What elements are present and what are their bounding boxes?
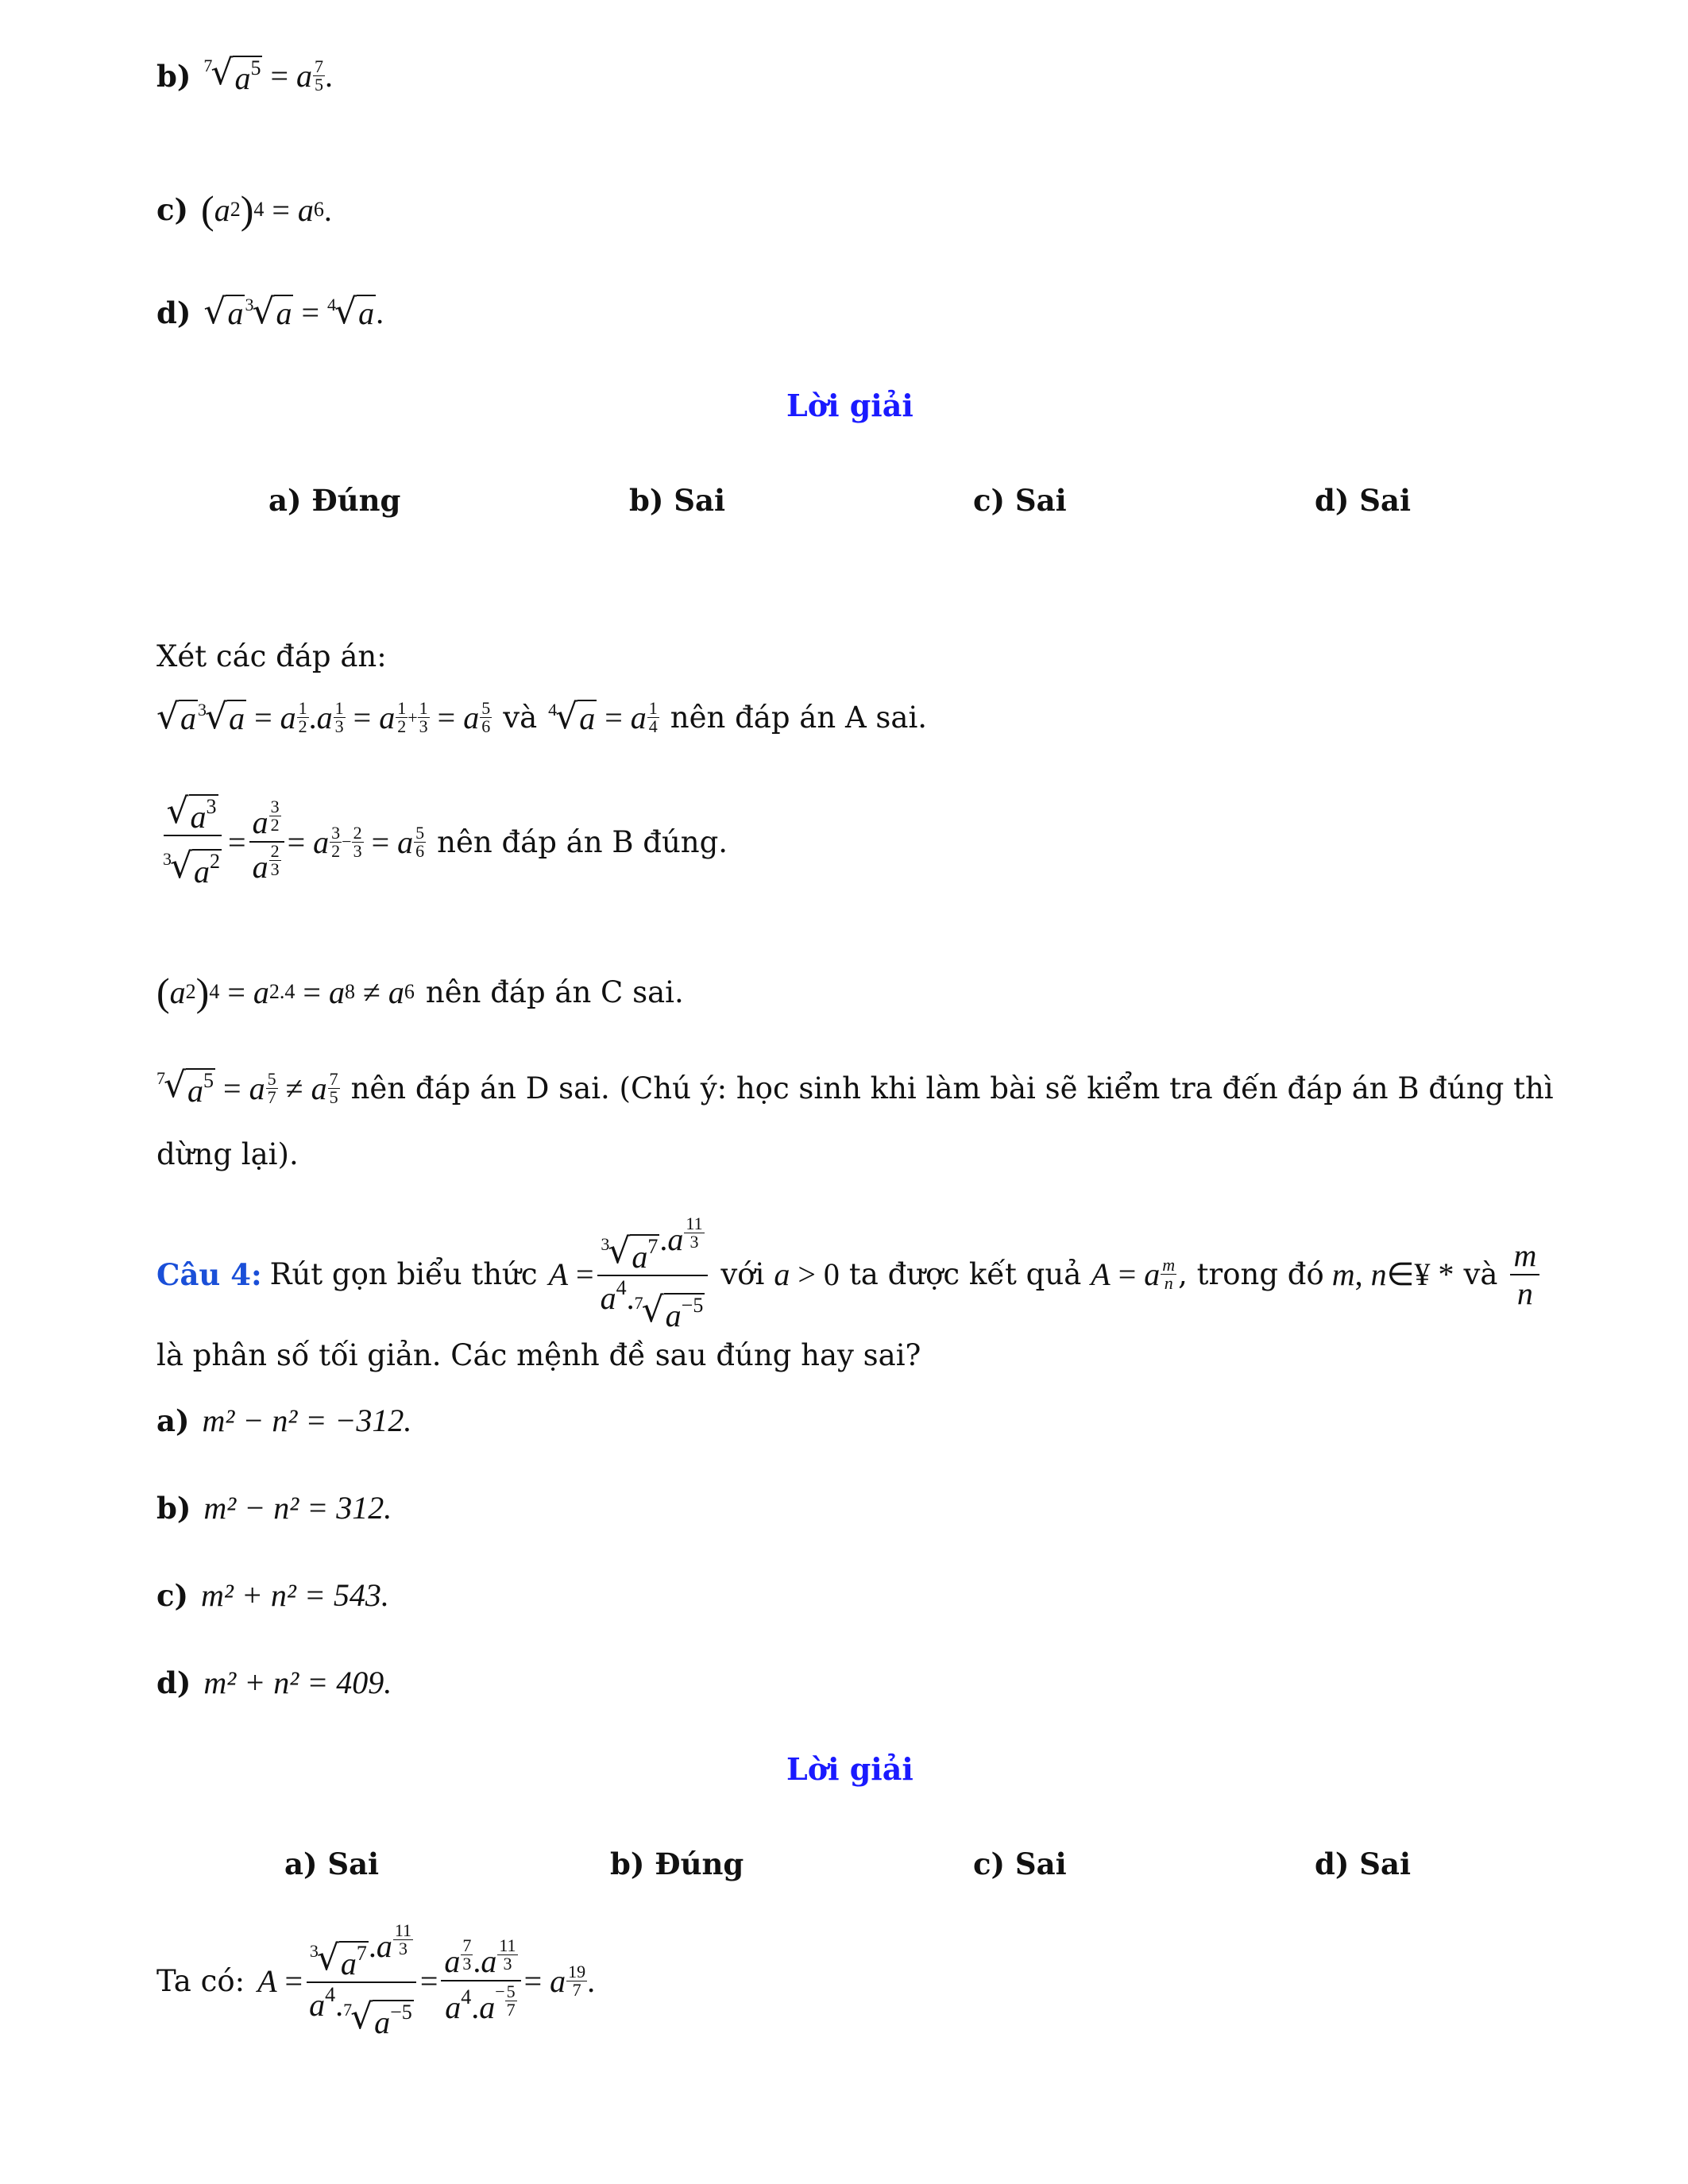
answer-c: c) Sai <box>973 1846 1067 1881</box>
option-label: b) <box>156 1490 191 1526</box>
question-4 <box>156 1215 1543 1333</box>
solution-text-cont: dừng lại). <box>156 1137 299 1171</box>
question-text: và <box>1463 1257 1498 1291</box>
math-expression: √ $a^3$ 3 √ $a^2$ = a $\frac{3}{2}$ a $\frac{2}{3}$ = a $\frac{3}{2}$ − $\frac{2}{3}$ = a $\frac{5}{6}$ <box>163 791 425 889</box>
math-expression: 7 √ $a^5$ = a $\frac{5}{7}$ ≠ a 7 5 <box>156 1065 338 1109</box>
math-expression: m , n ∈¥ * <box>1331 1256 1454 1292</box>
math-expression: a > 0 <box>774 1256 840 1292</box>
math-expression: ( a 2 ) 4 = a 6 . <box>201 187 332 232</box>
question-text: ta được kết quả <box>848 1257 1082 1291</box>
solution-line-a <box>156 696 928 737</box>
option-expression: m² + n² = 543. <box>201 1577 389 1613</box>
math-expression: A = a $\frac{m}{n}$ <box>1091 1255 1176 1293</box>
answer-d: d) Sai <box>1315 1846 1412 1881</box>
answer-b: b) Đúng <box>610 1846 744 1881</box>
question-text: Rút gọn biểu thức <box>269 1257 538 1291</box>
solution-line-b <box>156 791 728 889</box>
option-b <box>156 1489 392 1526</box>
question-text-cont: là phân số tối giản. Các mệnh đề sau đúng hay sai? <box>156 1338 921 1372</box>
solution-text: nên đáp án A sai. <box>670 700 928 735</box>
option-d <box>156 1664 392 1701</box>
math-expression: A = 3 √ $a^7$ .a $\frac{11}{3}$ $a^4$. 7 √ $a^{-5}$ = a $\frac{7}{3}$ .a $\frac{11}{3}$ $a^4.a^-$ $\frac{5}{7}$ = a $\frac{19}{7}$ . <box>257 1920 596 2040</box>
math-expression: $\frac{m}{n}$ <box>1507 1237 1543 1312</box>
solution-line-c <box>156 969 684 1015</box>
answer-d: d) Sai <box>1315 483 1412 518</box>
option-label: c) <box>156 192 189 227</box>
option-label: d) <box>156 1665 191 1700</box>
math-expression: 7 √ $a^5$ = a $\frac{7}{5}$ . <box>203 52 333 96</box>
answer-c: c) Sai <box>973 483 1067 518</box>
conjunction: và <box>503 700 538 735</box>
option-expression: m² − n² = 312. <box>203 1490 392 1526</box>
math-expression: 4 √ a = a $\frac{1}{4}$ <box>548 696 658 737</box>
math-expression: ( a 2 ) 4 = a 2.4 = a 8 ≠ a 6 <box>156 970 415 1014</box>
option-label: c) <box>156 1577 189 1613</box>
solution-intro: Ta có: <box>156 1964 245 1998</box>
option-d-prev <box>156 291 384 332</box>
solution-heading: Lời giải <box>786 388 914 423</box>
option-c-prev <box>156 187 332 233</box>
option-expression: m² + n² = 409. <box>203 1665 392 1700</box>
solution-text: nên đáp án C sai. <box>425 974 684 1009</box>
option-c <box>156 1576 389 1614</box>
option-b-prev <box>156 52 333 96</box>
question-text: , trong đó <box>1178 1257 1324 1291</box>
math-expression: √ a 3 √ a = 4 √ a . <box>203 291 384 332</box>
solution-heading: Lời giải <box>786 1751 914 1787</box>
solution-intro: Xét các đáp án: <box>156 639 387 673</box>
option-label: a) <box>156 1403 190 1438</box>
solution-text: nên đáp án B đúng. <box>437 824 728 859</box>
answer-b: b) Sai <box>629 483 726 518</box>
math-expression: A = 3 √ $a^7$ .a $\frac{11}{3}$ $a^4$. 7 √ $a^{-5}$ <box>549 1215 712 1333</box>
answer-a: a) Sai <box>284 1846 380 1881</box>
question-label: Câu 4: <box>156 1256 262 1292</box>
solution-line-d <box>156 1065 1554 1109</box>
answer-a: a) Đúng <box>268 483 401 518</box>
option-a <box>156 1402 411 1439</box>
math-expression: √ a 3 √ a = a $\frac{1}{2}$ . a $\frac{1}{3}$ = a $\frac{1}{2}$ + $\frac{1}{3}$ = a $\frac{5}{6}$ <box>156 696 491 737</box>
solution-text: nên đáp án D sai. (Chú ý: học sinh khi làm bài sẽ kiểm tra đến đáp án B đúng thì <box>350 1071 1554 1106</box>
option-label: b) <box>156 58 191 94</box>
solution2-line <box>156 1922 595 2040</box>
option-label: d) <box>156 295 191 330</box>
question-text: với <box>720 1257 765 1291</box>
option-expression: m² − n² = −312. <box>202 1403 412 1438</box>
